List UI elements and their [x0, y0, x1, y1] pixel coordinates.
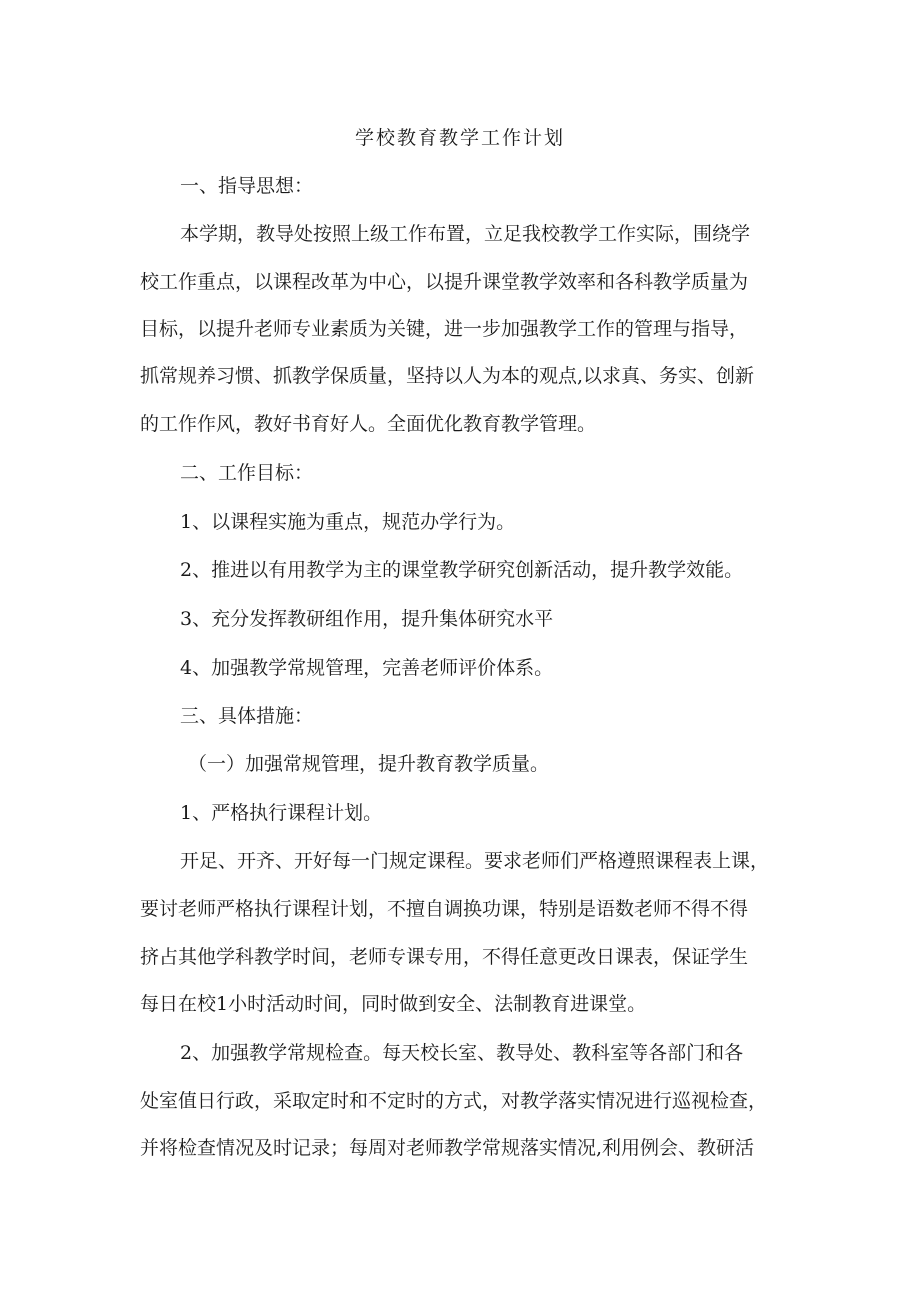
goal-item: 3、充分发挥教研组作用，提升集体研究水平	[180, 608, 554, 630]
paragraph-line: 校工作重点，以课程改革为中心，以提升课堂教学效率和各科教学质量为	[140, 271, 749, 293]
paragraph-line: 目标，以提升老师专业素质为关键，进一步加强教学工作的管理与指导，	[140, 318, 749, 340]
measure-item-heading: 1、严格执行课程计划。	[180, 802, 383, 824]
paragraph-line: 的工作作风，教好书育好人。全面优化教育教学管理。	[140, 413, 597, 435]
paragraph-line: 抓常规养习惯、抓教学保质量，坚持以人为本的观点,以求真、务实、创新	[140, 365, 755, 387]
paragraph-line: 处室值日行政，采取定时和不定时的方式，对教学落实情况进行巡视检查，	[140, 1090, 768, 1112]
paragraph-line: 2、加强教学常规检查。每天校长室、教导处、教科室等各部门和各	[180, 1042, 744, 1064]
section-heading-work-goals: 二、工作目标：	[180, 462, 314, 484]
goal-item: 1、以课程实施为重点，规范办学行为。	[180, 511, 516, 533]
document-title: 学校教育教学工作计划	[354, 127, 565, 149]
paragraph-line: 并将检查情况及时记录；每周对老师教学常规落实情况,利用例会、教研活	[140, 1137, 755, 1159]
subsection-heading: （一）加强常规管理，提升教育教学质量。	[188, 753, 550, 775]
goal-item: 4、加强教学常规管理，完善老师评价体系。	[180, 657, 554, 679]
goal-item: 2、推进以有用教学为主的课堂教学研究创新活动，提升教学效能。	[180, 559, 744, 581]
paragraph-line: 每日在校1小时活动时间，同时做到安全、法制教育进课堂。	[140, 993, 647, 1015]
section-heading-measures: 三、具体措施：	[180, 705, 314, 727]
paragraph-line: 挤占其他学科教学时间，老师专课专用，不得任意更改日课表，保证学生	[140, 946, 749, 968]
paragraph-line: 开足、开齐、开好每一门规定课程。要求老师们严格遵照课程表上课，	[180, 850, 770, 872]
paragraph-line: 要讨老师严格执行课程计划，不擅自调换功课，特别是语数老师不得不得	[140, 898, 749, 920]
section-heading-guiding-ideology: 一、指导思想：	[180, 175, 314, 197]
paragraph-line: 本学期，教导处按照上级工作布置，立足我校教学工作实际，围绕学	[180, 223, 751, 245]
